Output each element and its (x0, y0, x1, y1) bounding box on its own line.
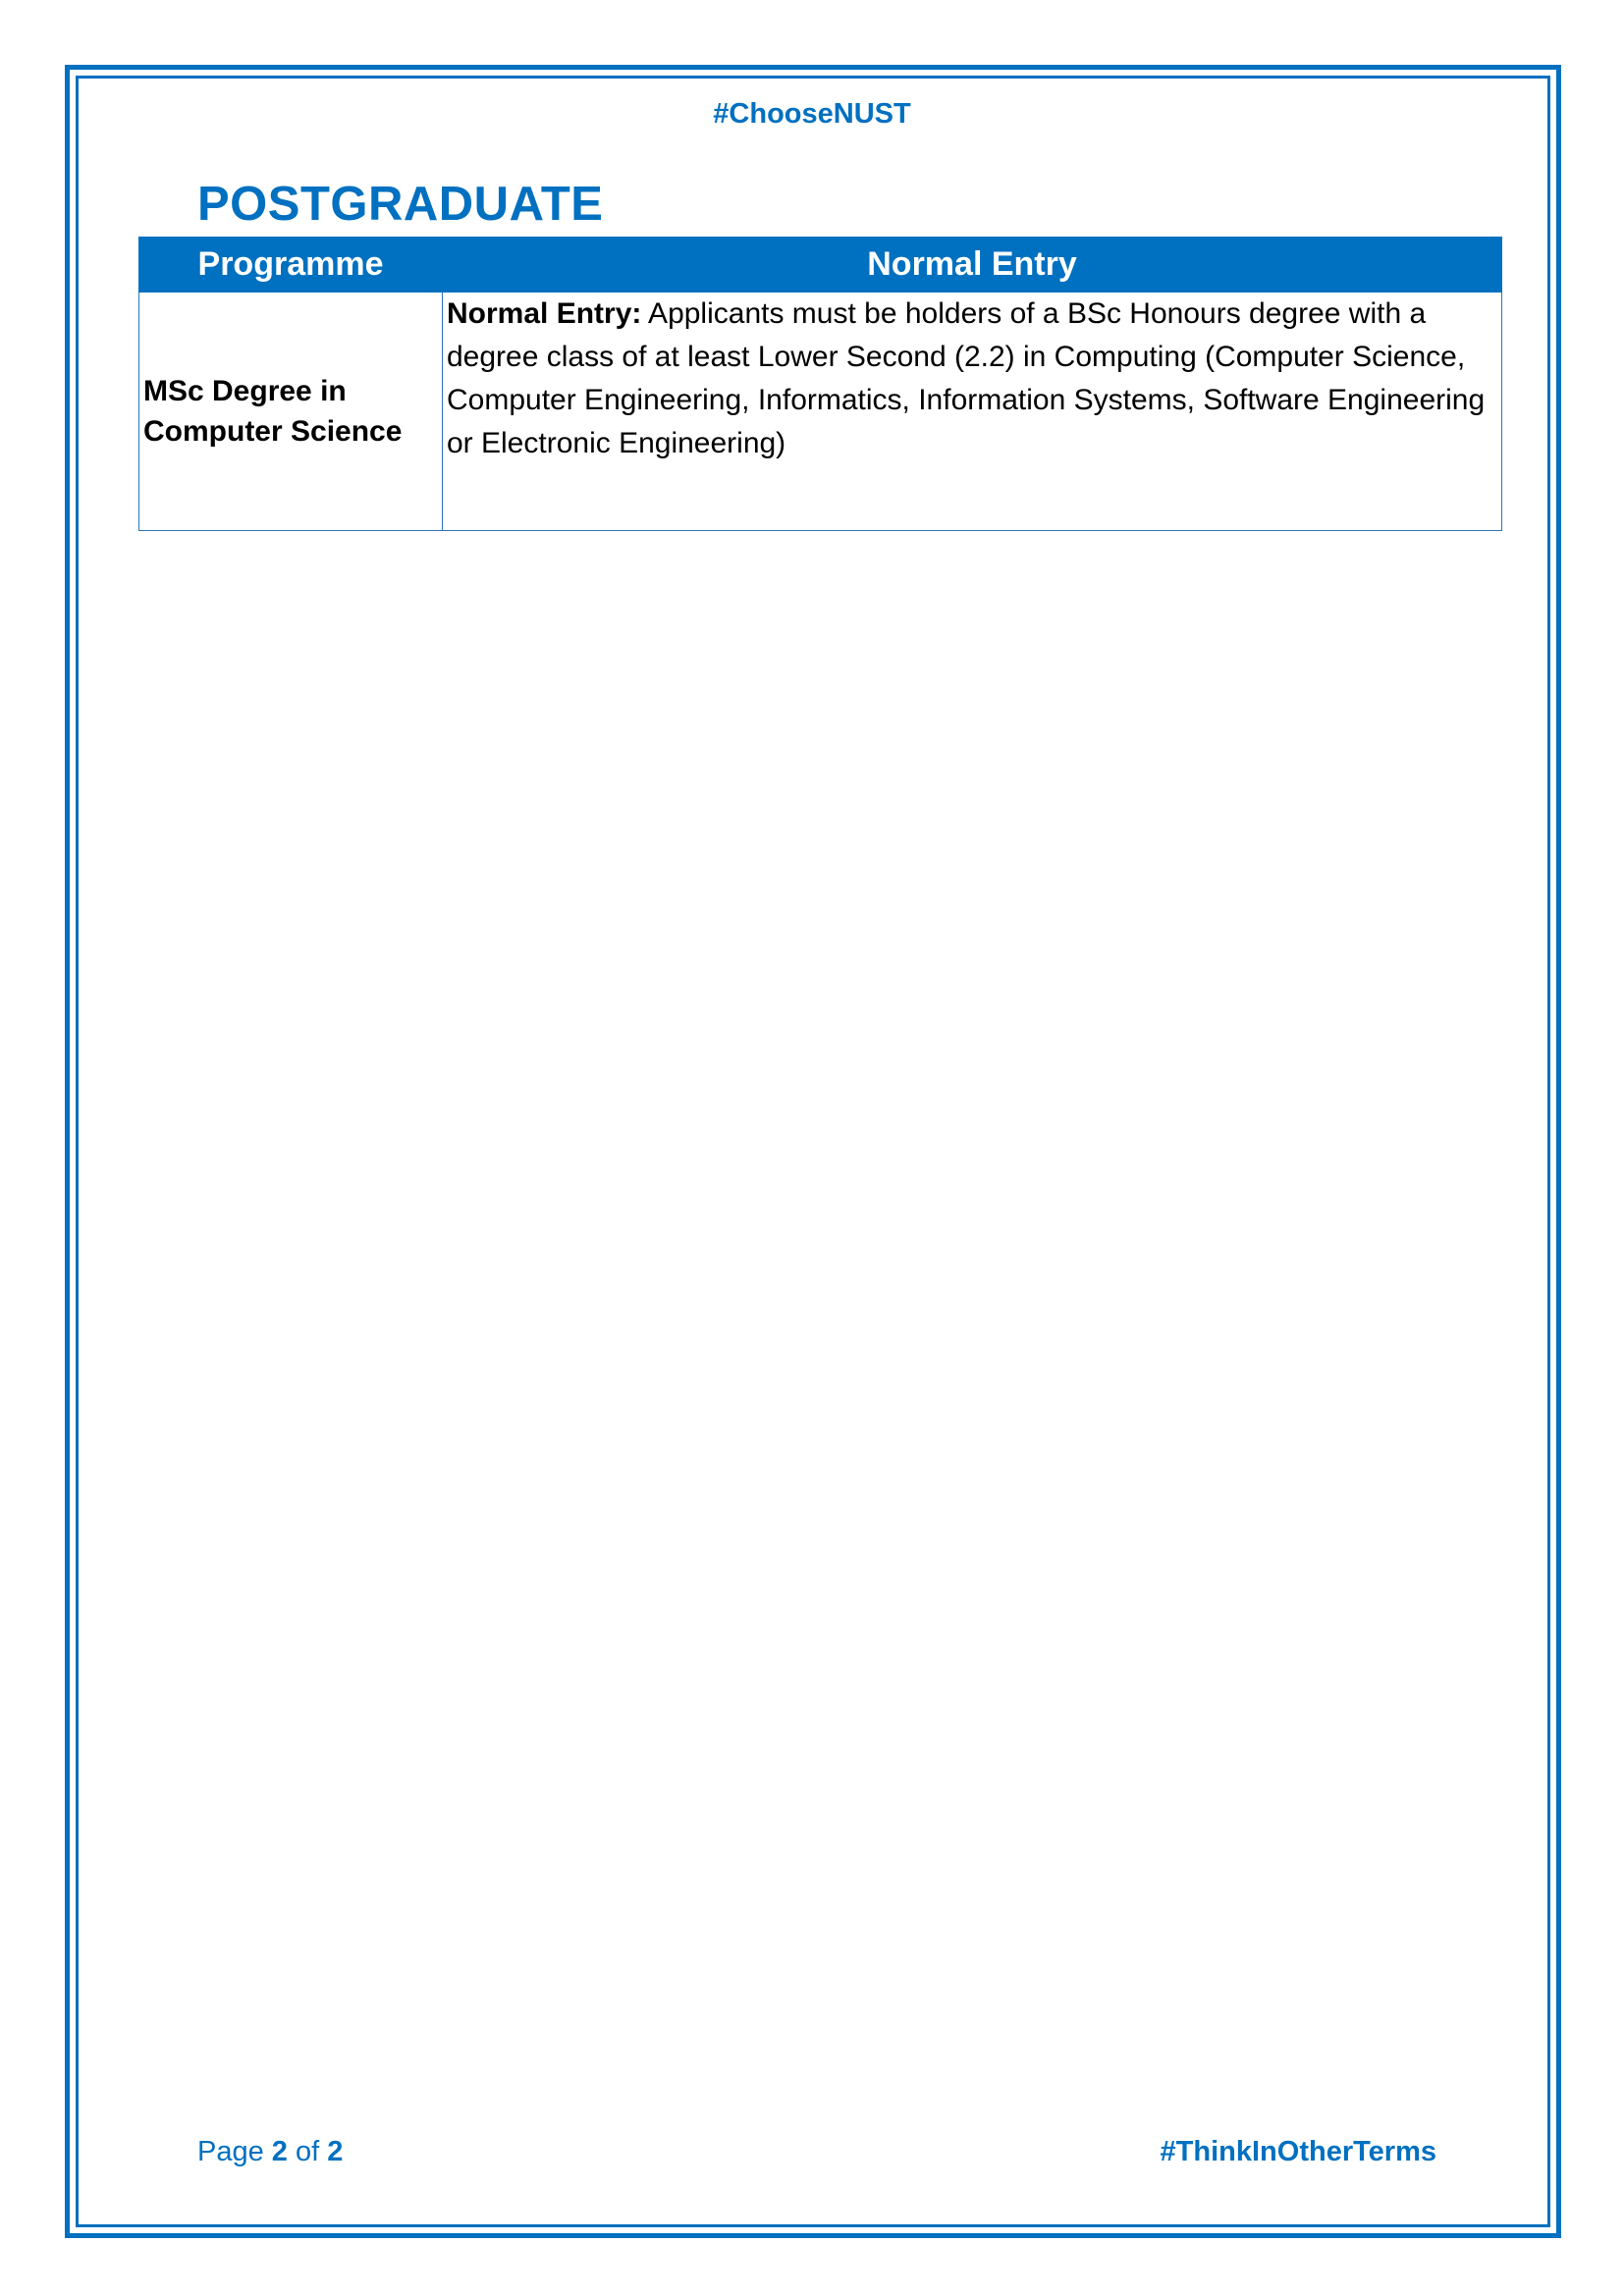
header-hashtag: #ChooseNUST (713, 98, 911, 130)
section-title: POSTGRADUATE (197, 178, 604, 231)
table-row (139, 293, 1502, 531)
entry-requirements-table (138, 237, 1502, 531)
footer-hashtag: #ThinkInOtherTerms (1160, 2136, 1436, 2167)
page-prefix: Page (197, 2136, 272, 2167)
requirement-text: Applicants must be holders of a BSc Honours degree with a degree class of at least Lower Second (2.2) in Computing (Computer Science, Computer Engineering, Informatics, Information Systems, Software Engineering or Electronic Engineering) (447, 297, 1486, 459)
page-total: 2 (327, 2136, 344, 2167)
page-of: of (287, 2136, 328, 2167)
requirement-label: Normal Entry: (447, 297, 642, 330)
column-header-programme: Programme (139, 238, 443, 293)
page-number (197, 2136, 343, 2168)
programme-cell: MSc Degree in Computer Science (139, 293, 443, 531)
table-header-row (139, 238, 1502, 293)
requirement-cell (443, 293, 1502, 531)
page-current: 2 (271, 2136, 288, 2167)
column-header-normal-entry: Normal Entry (443, 238, 1502, 293)
